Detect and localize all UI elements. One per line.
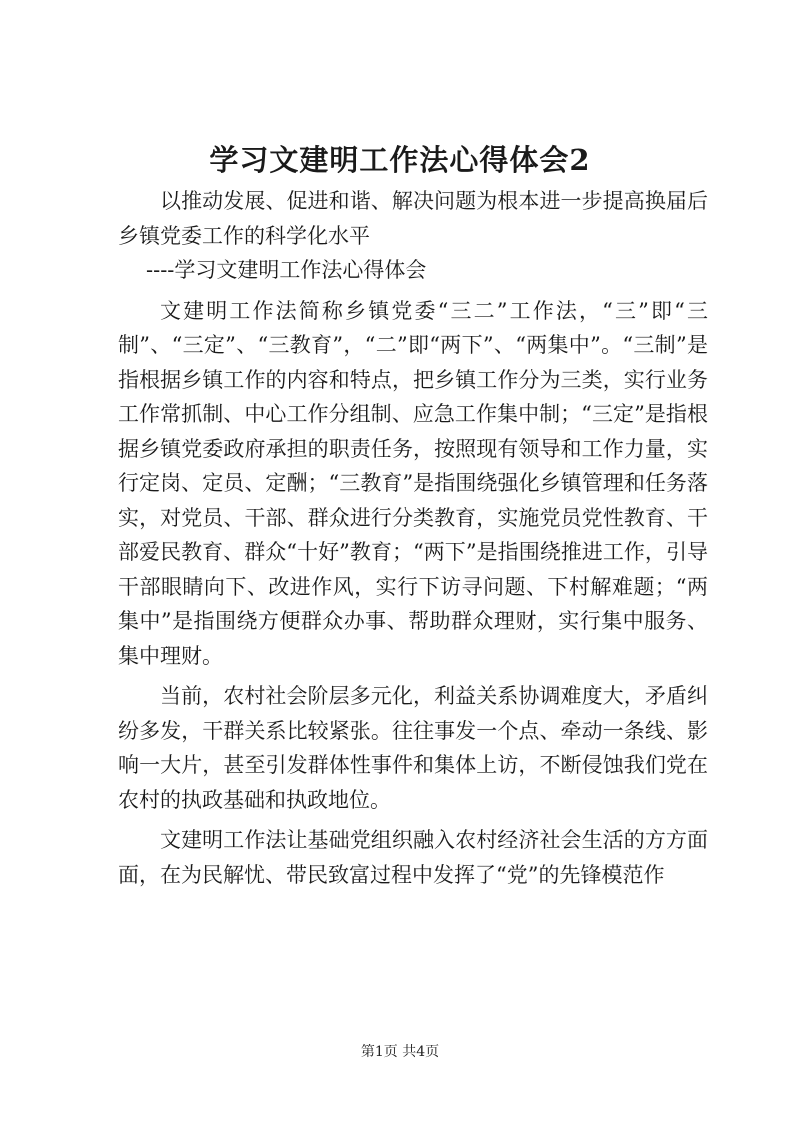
intro-paragraph: 以推动发展、促进和谐、解决问题为根本进一步提高换届后乡镇党委工作的科学化水平 [118,189,708,248]
document-title: 学习文建明工作法心得体会2 [209,143,591,177]
paragraph-current-situation: 当前，农村社会阶层多元化，利益关系协调难度大，矛盾纠纷多发，干群关系比较紧张。往往事发一个点、牵动一条线、影响一大片，甚至引发群体性事件和集体上访，不断侵蚀我们党在农村的执政基础和执政地位。 [118,684,708,812]
subtitle-line: ----学习文建明工作法心得体会 [146,258,427,282]
page-number-footer: 第1页 共4页 [360,1044,440,1060]
paragraph-effect: 文建明工作法让基础党组织融入农村经济社会生活的方方面面，在为民解忧、带民致富过程中发挥了“党”的先锋模范作 [118,828,708,887]
paragraph-method: 文建明工作法简称乡镇党委“三二”工作法，“三”即“三制”、“三定”、“三教育”，“二”即“两下”、“两集中”。“三制”是指根据乡镇工作的内容和特点，把乡镇工作分为三类，实行业务工作常抓制、中心工作分组制、应急工作集中制；“三定”是指根据乡镇党委政府承担的职责任务，按照现有领导和工作力量，实行定岗、定员、定酬；“三教育”是指围绕强化乡镇管理和任务落实，对党员、干部、群众进行分类教育，实施党员党性教育、干部爱民教育、群众“十好”教育；“两下”是指围绕推进工作，引导干部眼睛向下、改进作风，实行下访寻问题、下村解难题；“两集中”是指围绕方便群众办事、帮助群众理财，实行集中服务、集中理财。 [118,298,708,668]
document-body [118,184,708,892]
